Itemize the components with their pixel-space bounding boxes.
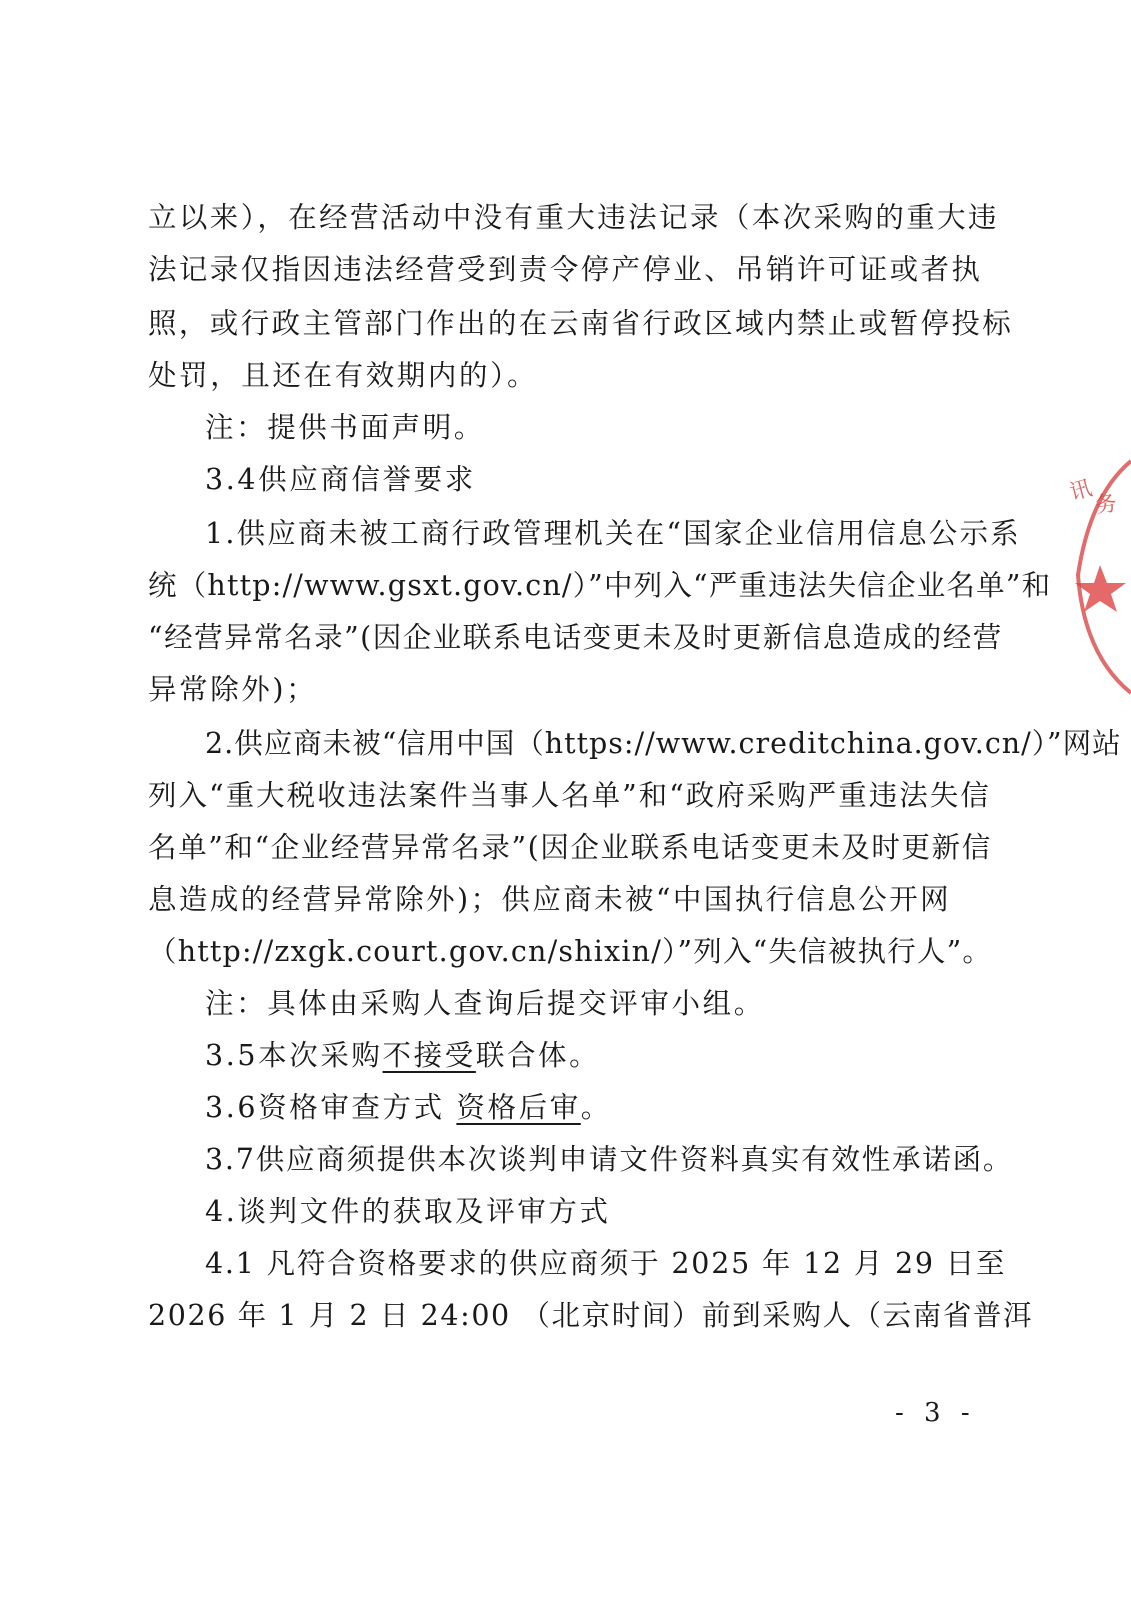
text-line: 1.供应商未被工商行政管理机关在“国家企业信用信息公示系 (205, 517, 1021, 550)
svg-text:务: 务 (1093, 491, 1119, 519)
line-prefix: 3.5本次采购 (205, 1039, 383, 1072)
text-line: 立以来），在经营活动中没有重大违法记录（本次采购的重大违 (148, 201, 999, 234)
text-line: 异常除外)； (148, 673, 318, 706)
red-seal-fragment (1060, 455, 1131, 700)
note-line: 注：具体由采购人查询后提交评审小组。 (205, 987, 765, 1020)
underlined-value: 资格后审 (456, 1091, 581, 1124)
line-suffix: 联合体。 (475, 1039, 601, 1072)
section-line-3-5 (205, 1034, 600, 1078)
section-line-3-6 (205, 1086, 612, 1130)
text-line: 3.7供应商须提供本次谈判申请文件资料真实有效性承诺函。 (205, 1143, 1014, 1176)
text-line: “经营异常名录”(因企业联系电话变更未及时更新信息造成的经营 (148, 621, 1003, 654)
text-line: 2.供应商未被“信用中国（https://www.creditchina.gov.cn/）”网站 (205, 727, 1122, 760)
text-line: （http://zxgk.court.gov.cn/shixin/）”列入“失信被执行人”。 (148, 935, 993, 968)
line-prefix: 3.6资格审查方式 (205, 1091, 457, 1124)
svg-text:讯: 讯 (1067, 475, 1095, 506)
page-number: - 3 - (895, 1398, 976, 1428)
line-suffix: 。 (580, 1091, 612, 1124)
text-line: 名单”和“企业经营异常名录”(因企业联系电话变更未及时更新信 (148, 831, 992, 864)
note-line: 注：提供书面声明。 (205, 411, 485, 444)
text-line: 统（http://www.gsxt.gov.cn/）”中列入“严重违法失信企业名单”和 (148, 569, 1052, 602)
text-line: 法记录仅指因违法经营受到责令停产停业、吊销许可证或者执 (148, 253, 983, 286)
underlined-value: 不接受 (382, 1039, 476, 1072)
text-line: 处罚，且还在有效期内的）。 (148, 359, 539, 392)
section-heading: 4.谈判文件的获取及评审方式 (205, 1195, 611, 1228)
text-line: 4.1 凡符合资格要求的供应商须于 2025 年 12 月 29 日至 (205, 1247, 1007, 1280)
text-line: 列入“重大税收违法案件当事人名单”和“政府采购严重违法失信 (148, 779, 991, 812)
text-line: 照，或行政主管部门作出的在云南省行政区域内禁止或暂停投标 (148, 307, 1014, 340)
text-line: 2026 年 1 月 2 日 24:00 （北京时间）前到采购人（云南省普洱 (148, 1299, 1034, 1332)
text-line: 息造成的经营异常除外)；供应商未被“中国执行信息公开网 (148, 883, 951, 916)
section-heading: 3.4供应商信誉要求 (205, 463, 476, 496)
